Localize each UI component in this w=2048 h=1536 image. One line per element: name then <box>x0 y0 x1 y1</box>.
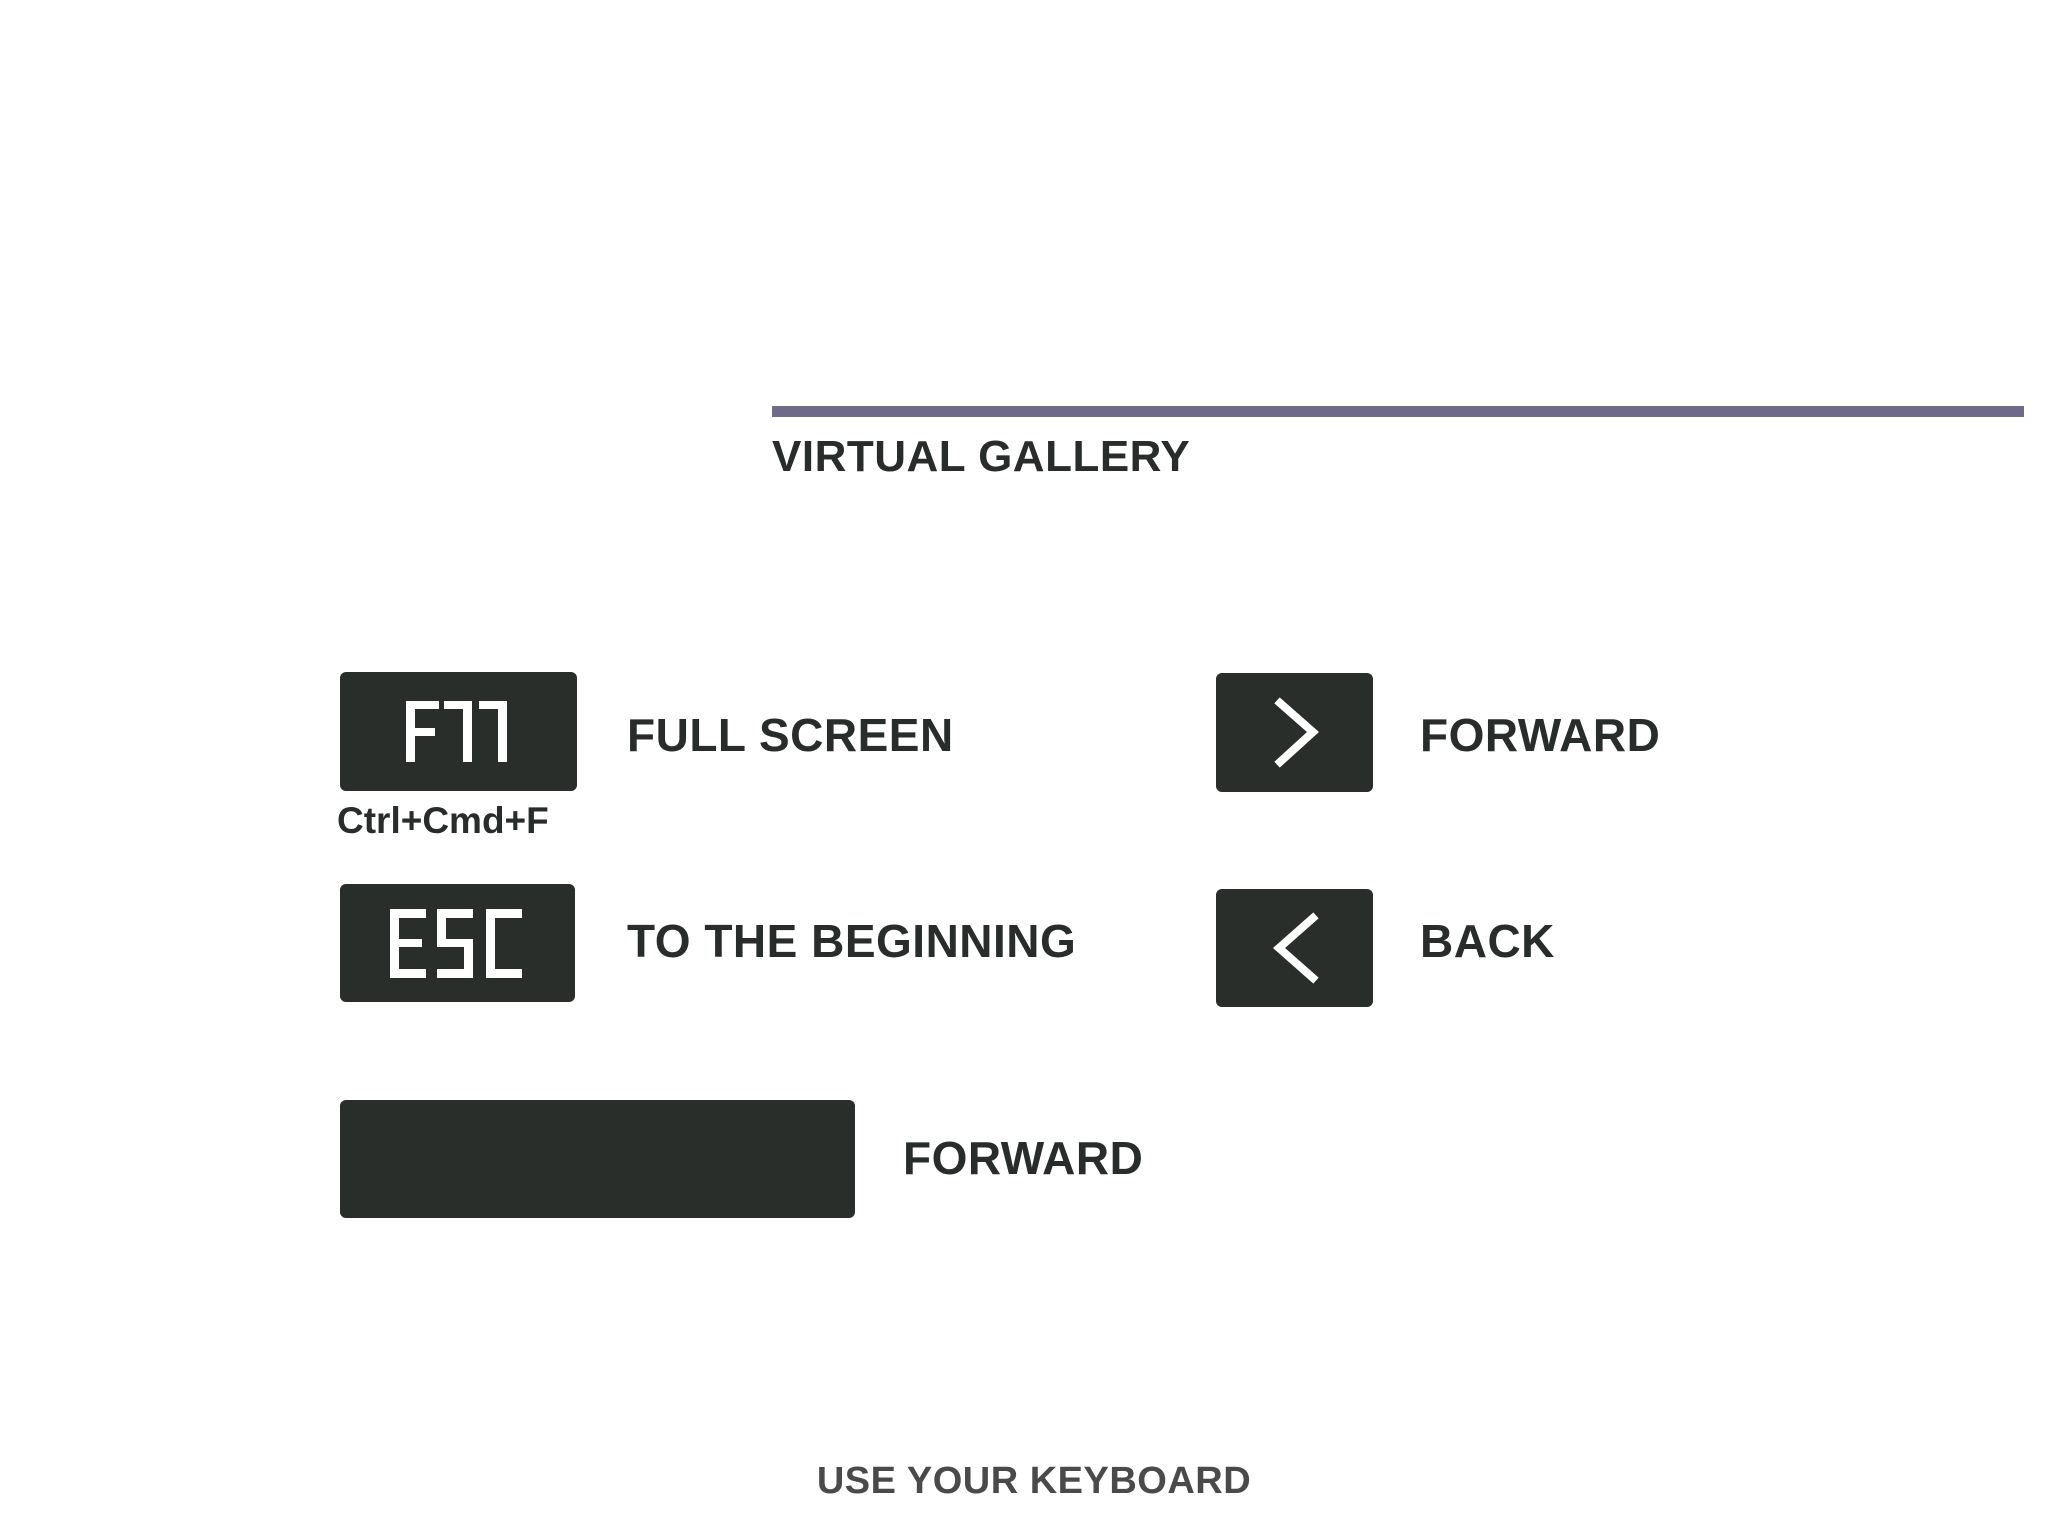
chevron-right-icon <box>1216 673 1373 792</box>
esc-key-glyph <box>340 884 575 1002</box>
f11-key-glyph <box>340 672 577 791</box>
footer-instruction: USE YOUR KEYBOARD <box>816 1460 1252 1502</box>
f11-alt-shortcut: Ctrl+Cmd+F <box>337 800 549 841</box>
f11-key <box>340 672 577 791</box>
title-accent-rule <box>772 406 2024 417</box>
forward-arrow-label: FORWARD <box>1420 709 1661 761</box>
fullscreen-label: FULL SCREEN <box>627 709 954 761</box>
chevron-left-icon <box>1216 889 1373 1007</box>
forward-space-label: FORWARD <box>903 1132 1144 1184</box>
esc-key <box>340 884 575 1002</box>
spacebar-key <box>340 1100 855 1218</box>
left-arrow-key <box>1216 889 1373 1007</box>
right-arrow-key <box>1216 673 1373 792</box>
back-label: BACK <box>1420 915 1555 967</box>
beginning-label: TO THE BEGINNING <box>627 915 1077 967</box>
page-title: VIRTUAL GALLERY <box>772 432 1191 481</box>
